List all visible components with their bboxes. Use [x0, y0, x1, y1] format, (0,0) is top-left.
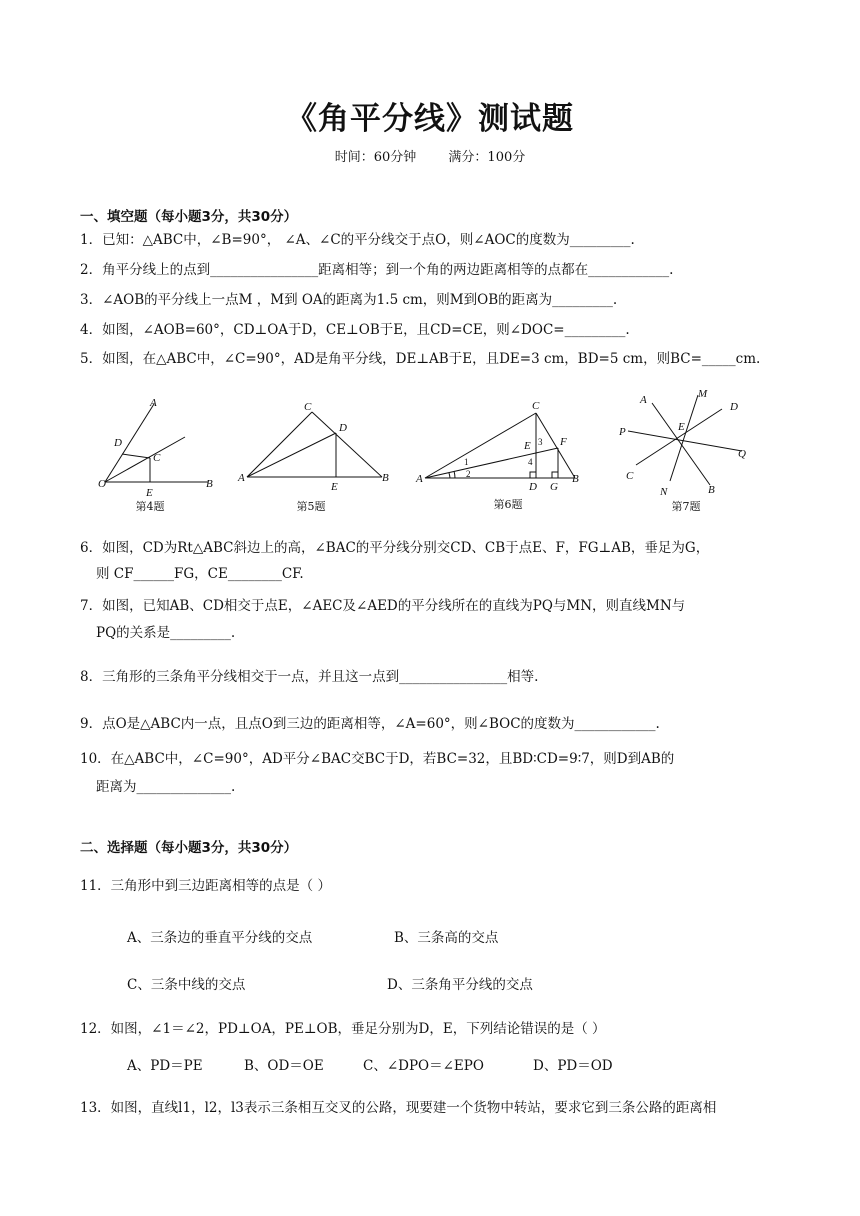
- svg-text:M: M: [698, 388, 708, 400]
- question-5: 5．如图，在△ABC中，∠C=90°，AD是角平分线，DE⊥AB于E，且DE=3 cm，BD=5 cm，则BC=_____cm.: [80, 351, 761, 367]
- svg-text:C: C: [153, 452, 161, 464]
- figure-7-caption: 第7题: [671, 500, 701, 513]
- question-12-option-a: A、PD＝PE: [127, 1058, 203, 1074]
- question-10-line-1: 10．在△ABC中，∠C=90°，AD平分∠BAC交BC于D，若BC=32，且BD∶CD=9∶7，则D到AB的: [80, 751, 675, 767]
- question-7-line-1: 7．如图，已知AB、CD相交于点E，∠AEC及∠AED的平分线所在的直线为PQ与MN，则直线MN与: [80, 598, 686, 614]
- question-6-line-1: 6．如图，CD为Rt△ABC斜边上的高，∠BAC的平分线分别交CD、CB于点E、F，FG⊥AB，垂足为G，: [80, 540, 710, 556]
- svg-text:C: C: [532, 400, 540, 412]
- svg-text:D: D: [114, 437, 122, 449]
- svg-text:G: G: [550, 481, 558, 493]
- question-12-option-b: B、OD＝OE: [244, 1058, 324, 1074]
- svg-text:4: 4: [528, 457, 533, 467]
- svg-text:E: E: [146, 487, 153, 499]
- svg-text:2: 2: [466, 469, 471, 479]
- svg-text:B: B: [206, 478, 213, 490]
- figure-5-diagram: [232, 395, 397, 500]
- question-6-line-2: 则 CF______FG，CE________CF.: [96, 566, 304, 582]
- question-11-option-a: A、三条边的垂直平分线的交点: [127, 930, 313, 946]
- question-9: 9．点O是△ABC内一点，且点O到三边的距离相等，∠A=60°，则∠BOC的度数为____________.: [80, 716, 660, 732]
- question-11-option-b: B、三条高的交点: [394, 930, 499, 946]
- question-11-option-c: C、三条中线的交点: [127, 977, 246, 993]
- figure-4-diagram: [90, 390, 230, 500]
- svg-text:A: A: [416, 473, 423, 485]
- svg-text:A: A: [150, 397, 157, 409]
- question-11-option-d: D、三条角平分线的交点: [387, 977, 533, 993]
- question-12-option-d: D、PD＝OD: [533, 1058, 613, 1074]
- section-fill-blank-heading: 一、填空题（每小题3分，共30分）: [80, 209, 298, 225]
- question-11: 11．三角形中到三边距离相等的点是（ ）: [80, 878, 331, 894]
- svg-text:F: F: [560, 436, 567, 448]
- svg-text:B: B: [708, 484, 715, 496]
- svg-text:E: E: [678, 421, 685, 433]
- question-3: 3．∠AOB的平分线上一点M ，M到 OA的距离为1.5 cm，则M到OB的距离为_________.: [80, 292, 618, 308]
- page-title: 《角平分线》测试题: [286, 101, 574, 137]
- svg-text:Q: Q: [738, 448, 746, 460]
- exam-meta: [0, 146, 860, 165]
- question-7-line-2: PQ的关系是_________.: [96, 625, 236, 641]
- svg-text:B: B: [572, 473, 579, 485]
- svg-text:B: B: [382, 472, 389, 484]
- section-choice-heading: 二、选择题（每小题3分，共30分）: [80, 840, 298, 856]
- figure-5-caption: 第5题: [296, 500, 326, 513]
- svg-text:N: N: [660, 486, 668, 498]
- svg-text:P: P: [619, 426, 626, 438]
- question-8: 8．三角形的三条角平分线相交于一点，并且这一点到________________相等.: [80, 669, 539, 685]
- svg-text:C: C: [304, 401, 312, 413]
- question-1: 1．已知：△ABC中，∠B=90°， ∠A、∠C的平分线交于点O，则∠AOC的度数为_________.: [80, 232, 635, 248]
- svg-text:A: A: [238, 472, 245, 484]
- question-10-line-2: 距离为______________.: [96, 779, 236, 795]
- question-12-option-c: C、∠DPO＝∠EPO: [363, 1058, 484, 1074]
- svg-text:E: E: [331, 481, 338, 493]
- figure-7-diagram: [612, 383, 762, 498]
- svg-text:O: O: [98, 478, 106, 490]
- figure-6-diagram: [410, 393, 585, 493]
- time-limit: 时间：60分钟: [334, 150, 417, 165]
- full-score: 满分：100分: [448, 150, 526, 165]
- svg-text:3: 3: [538, 437, 543, 447]
- svg-text:D: D: [730, 401, 738, 413]
- question-13: 13．如图，直线l1，l2，l3表示三条相互交叉的公路，现要建一个货物中转站，要求它到三条公路的距离相: [80, 1100, 717, 1116]
- svg-text:1: 1: [464, 457, 469, 467]
- svg-text:D: D: [529, 481, 537, 493]
- question-12: 12．如图，∠1＝∠2，PD⊥OA，PE⊥OB，垂足分别为D，E，下列结论错误的是（ ）: [80, 1021, 606, 1037]
- svg-text:C: C: [626, 470, 634, 482]
- figure-6-caption: 第6题: [493, 498, 523, 511]
- question-4: 4．如图，∠AOB=60°，CD⊥OA于D，CE⊥OB于E，且CD=CE，则∠DOC=_________.: [80, 322, 630, 338]
- svg-text:A: A: [640, 394, 647, 406]
- svg-text:D: D: [339, 422, 347, 434]
- question-2: 2．角平分线上的点到________________距离相等；到一个角的两边距离相等的点都在____________.: [80, 262, 674, 278]
- svg-text:E: E: [524, 440, 531, 452]
- figure-4-caption: 第4题: [135, 500, 165, 513]
